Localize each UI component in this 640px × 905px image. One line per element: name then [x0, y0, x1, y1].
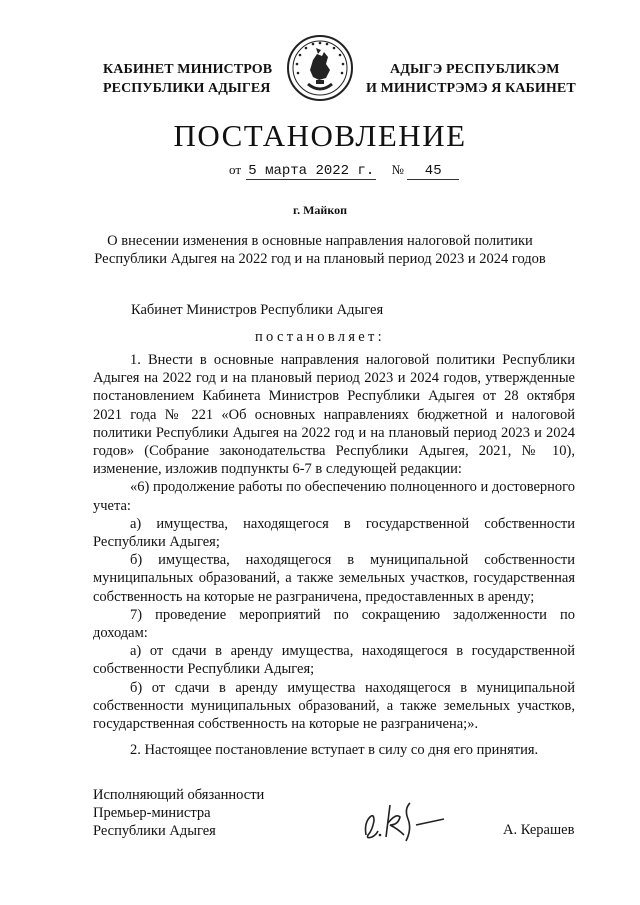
signatory-line-2: Премьер-министра: [93, 805, 211, 821]
subject-line-1: О внесении изменения в основные направления налоговой политики: [107, 233, 533, 249]
city: г. Майкоп: [292, 203, 347, 217]
paragraph-2: «6) продолжение работы по обеспечению полноценного и достоверного учета:: [93, 479, 575, 514]
signatory-name: А. Керашев: [503, 822, 575, 838]
signatory-line-3: Республики Адыгея: [93, 823, 216, 839]
paragraph-5: 7) проведение мероприятий по сокращению задолженности по доходам:: [93, 606, 575, 642]
coat-of-arms-icon: [286, 34, 354, 102]
issuer-line-2-adyghe: И МИНИСТРЭМЭ Я КАБИНЕТ: [366, 81, 576, 96]
decrees-word: постановляет:: [254, 329, 386, 345]
paragraph-7: б) от сдачи в аренду имущества находящегося в муниципальной собственности муниципальных образований, а также земельных участков, государственная собственность на которые не разграничена;».: [93, 679, 575, 733]
paragraph-6: а) от сдачи в аренду имущества, находящегося в государственной собственности Республики Адыгея;: [93, 643, 575, 678]
issuer-name-adyghe: [366, 60, 576, 98]
paragraph-4: б) имущества, находящегося в муниципальной собственности муниципальных образований, а также земельных участков, государственная собственность на которые не разграничена, предоставленных в аренду;: [93, 552, 575, 605]
issuer-line-2: РЕСПУБЛИКИ АДЫГЕЯ: [103, 81, 271, 96]
signatory-line-1: Исполняющий обязанности: [93, 787, 265, 803]
issuer-line-1-adyghe: АДЫГЭ РЕСПУБЛИКЭМ: [390, 62, 560, 77]
number-label: №: [391, 162, 404, 177]
paragraph-3: а) имущества, находящегося в государственной собственности Республики Адыгея;: [93, 515, 575, 551]
document-number: 45: [407, 164, 459, 180]
handwritten-signature: [360, 795, 450, 845]
document-subject: [80, 232, 560, 268]
document-title: ПОСТАНОВЛЕНИЕ: [173, 118, 467, 153]
subject-line-2: Республики Адыгея на 2022 год и на плановый период 2023 и 2024 годов: [94, 251, 546, 267]
signatory-position: [93, 786, 264, 840]
document-date: 5 марта 2022 г.: [248, 163, 375, 179]
date-number-line: [229, 162, 459, 180]
issuer-line-1: КАБИНЕТ МИНИСТРОВ: [103, 62, 273, 77]
issuer-name-russian: [103, 60, 272, 98]
date-prefix: от: [229, 162, 242, 177]
preamble: Кабинет Министров Республики Адыгея: [131, 302, 384, 318]
paragraph-8: 2. Настоящее постановление вступает в силу со дня его принятия.: [130, 742, 539, 759]
document-body: [93, 351, 575, 759]
paragraph-1: 1. Внести в основные направления налоговой политики Республики Адыгея на 2022 год и на плановый период 2023 и 2024 годов, утвержденные постановлением Кабинета Министров Республики Адыгея от 28 октября 2021 года № 221 «Об основных направлениях бюджетной и налоговой политики Республики Адыгея на 2022 год и на плановый период 2023 и 2024 годов» (Собрание законодательства Республики Адыгея, 2021, № 10), изменение, изложив подпункты 6-7 в следующей редакции:: [93, 352, 575, 478]
